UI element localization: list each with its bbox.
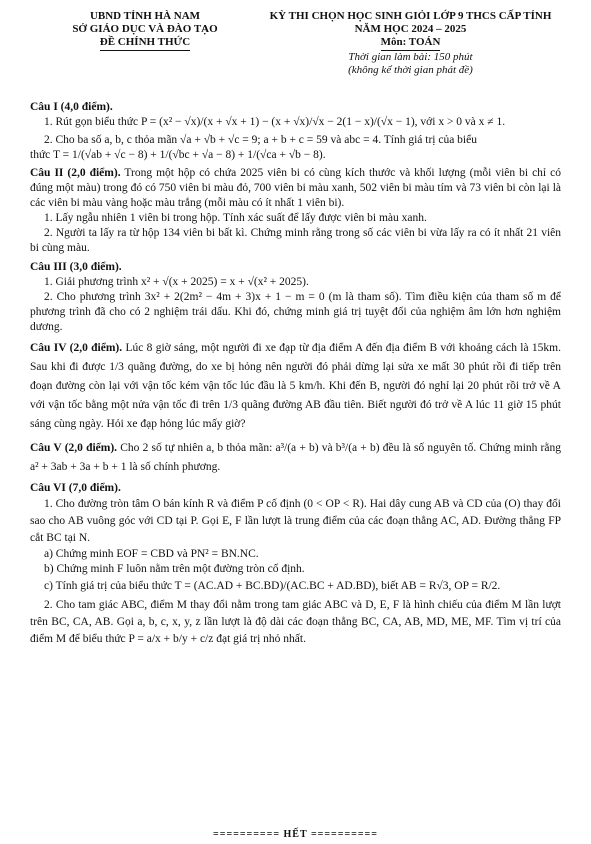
q5-block bbox=[30, 439, 561, 477]
q2-part2: 2. Người ta lấy ra từ hộp 134 viên bi bất kì. Chứng minh rằng trong số các viên bi vừa lấy ra có ít nhất 21 viên bi cùng màu. bbox=[30, 227, 561, 254]
q4-block bbox=[30, 339, 561, 434]
duration: Thời gian làm bài: 150 phút bbox=[348, 51, 473, 63]
q5-text: Cho 2 số tự nhiên a, b thỏa mãn: a³/(a + b) và b³/(a + b) đều là số nguyên tố. Chứng minh rằng a² + 3ab + 3a + b + 1 là số chính phương. bbox=[30, 442, 561, 473]
q5-title: Câu V (2,0 điểm). bbox=[30, 442, 118, 454]
q2-intro: Trong một hộp có chứa 2025 viên bi có cùng kích thước và khối lượng (mỗi viên bi chỉ có đúng một màu) trong đó có 750 viên bi màu đỏ, 700 viên bi màu xanh, 502 viên bi màu tím và 73 viên bi còn lại là các viên bi màu vàng hoặc màu trắng (mỗi màu có ít nhất 1 viên bi). bbox=[30, 167, 561, 209]
header-left bbox=[50, 10, 240, 51]
q6-part1b: b) Chứng minh F luôn nằm trên một đường tròn cố định. bbox=[44, 563, 305, 575]
q3-part2: 2. Cho phương trình 3x² + 2(2m² − 4m + 3)x + 1 − m = 0 (m là tham số). Tìm điều kiện của tham số m để phương trình đã cho có 2 nghiệm trái dấu. Khi đó, chứng minh giá trị tuyệt đối của nghiệm âm lớn hơn nghiệm dương. bbox=[30, 291, 561, 333]
header bbox=[30, 10, 561, 102]
school-year: NĂM HỌC 2024 – 2025 bbox=[354, 23, 467, 35]
q6-part1a: a) Chứng minh EOF = CBD và PN² = BN.NC. bbox=[44, 548, 259, 560]
department-name: SỞ GIÁO DỤC VÀ ĐÀO TẠO bbox=[72, 23, 218, 35]
q1-title: Câu I (4,0 điểm). bbox=[30, 101, 113, 113]
end-marker: ========== HẾT ========== bbox=[213, 829, 378, 840]
q4-text: Lúc 8 giờ sáng, một người đi xe đạp từ địa điểm A đến địa điểm B với khoảng cách là 15km. Sau khi đi được 1/3 quãng đường, do xe bị hỏng nên người đó phải dừng lại sửa xe mất 30 phút rồi đi tiếp trên đoạn đường còn lại với vận tốc kém vận tốc lúc đầu là 5 km/h. Khi đến B, người đó nghỉ lại 20 phút rồi trở về A với vận tốc bằng một nửa vận tốc đi trên 1/3 quãng đường AB đầu tiên. Biết người đó trở về A lúc 11 giờ 15 phút sáng cùng ngày. Hỏi xe đạp hỏng lúc mấy giờ? bbox=[30, 342, 561, 430]
q3-title: Câu III (3,0 điểm). bbox=[30, 261, 122, 273]
exam-content bbox=[30, 96, 561, 648]
q6-title: Câu VI (7,0 điểm). bbox=[30, 482, 121, 494]
header-right bbox=[260, 10, 561, 77]
q3-part1: 1. Giải phương trình x² + √(x + 2025) = x + √(x² + 2025). bbox=[44, 276, 309, 288]
q6-part2: 2. Cho tam giác ABC, điểm M thay đổi nằm trong tam giác ABC và D, E, F là hình chiếu của điểm M lần lượt trên BC, CA, AB. Gọi a, b, c, x, y, z lần lượt là độ dài các đoạn thẳng BC, CA, AB, MD, ME, MF. Tìm vị trí của điểm M để biểu thức P = a/x + b/y + c/z đạt giá trị nhỏ nhất. bbox=[30, 599, 561, 645]
official-label: ĐỀ CHÍNH THỨC bbox=[50, 36, 240, 51]
q2-part1: 1. Lấy ngẫu nhiên 1 viên bi trong hộp. Tính xác suất để lấy được viên bi màu xanh. bbox=[44, 212, 427, 224]
q4-title: Câu IV (2,0 điểm). bbox=[30, 342, 123, 354]
duration-note: (không kể thời gian phát đề) bbox=[348, 64, 473, 76]
q1-part2-expr: thức T = 1/(√ab + √c − 8) + 1/(√bc + √a − 8) + 1/(√ca + √b − 8). bbox=[30, 149, 326, 161]
exam-title: KỲ THI CHỌN HỌC SINH GIỎI LỚP 9 THCS CẤP TỈNH bbox=[269, 10, 552, 22]
q2-block bbox=[30, 166, 561, 211]
province-name: UBND TỈNH HÀ NAM bbox=[89, 10, 201, 22]
subject: Môn: TOÁN bbox=[260, 36, 561, 51]
q6-part1: 1. Cho đường tròn tâm O bán kính R và điểm P cố định (0 < OP < R). Hai dây cung AB và CD của (O) thay đổi sao cho AB vuông góc với CD tại P. Gọi E, F lần lượt là trung điểm của các đoạn thẳng AC, AD. Đường thẳng FP cắt BC tại N. bbox=[30, 498, 561, 544]
q6-part1c: c) Tính giá trị của biểu thức T = (AC.AD + BC.BD)/(AC.BC + AD.BD), biết AB = R√3, OP = R/2. bbox=[44, 580, 501, 592]
q2-title: Câu II (2,0 điểm). bbox=[30, 167, 121, 179]
q1-part2: 2. Cho ba số a, b, c thỏa mãn √a + √b + √c = 9; a + b + c = 59 và abc = 4. Tính giá trị của biểu bbox=[44, 134, 477, 146]
q1-part1: 1. Rút gọn biểu thức P = (x² − √x)/(x + √x + 1) − (x + √x)/√x − 2(1 − x)/(√x − 1), với x > 0 và x ≠ 1. bbox=[44, 116, 506, 128]
